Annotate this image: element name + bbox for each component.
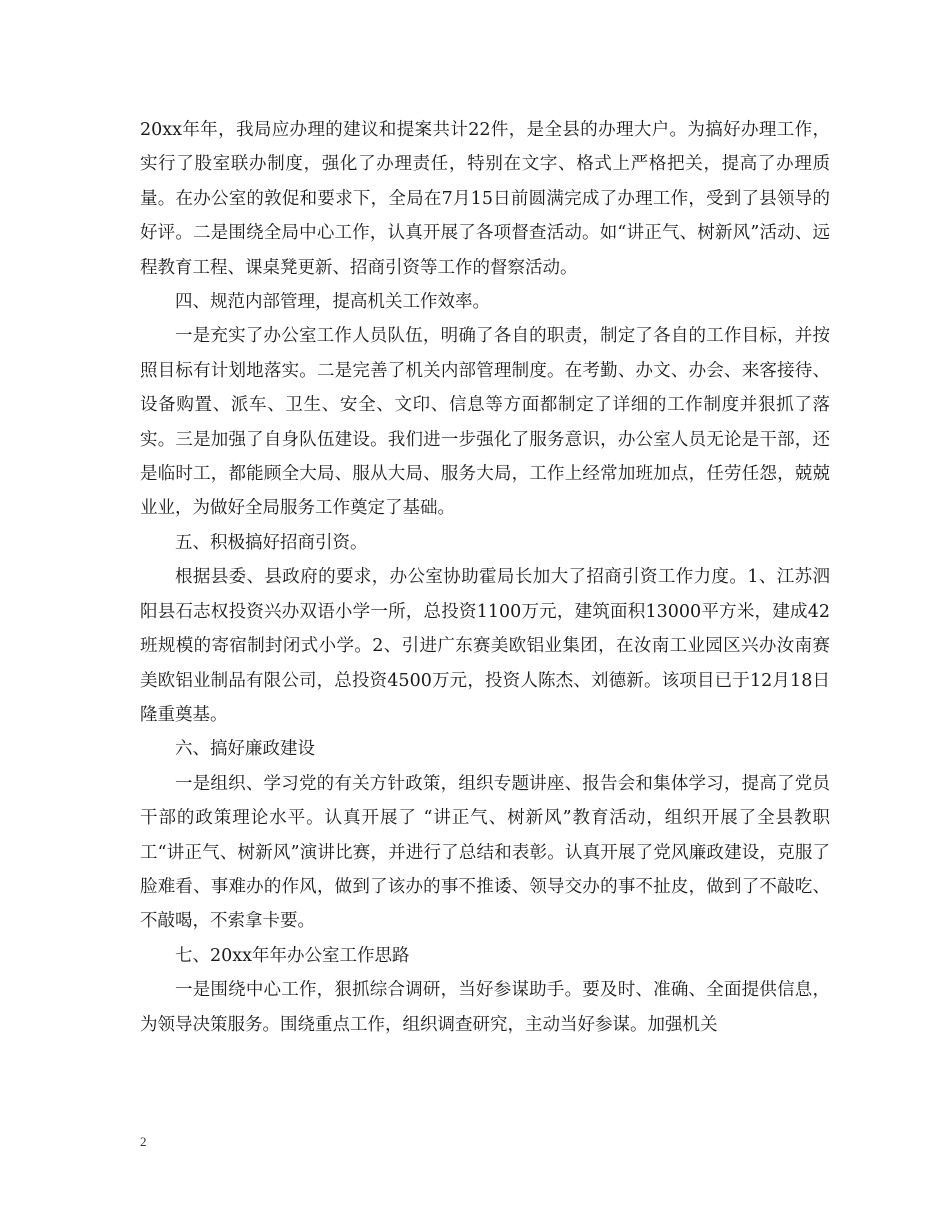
paragraph-section-6: 一是组织、学习党的有关方针政策，组织专题讲座、报告会和集体学习，提高了党员干部的政策理论水平。认真开展了 “讲正气、树新风”教育活动，组织开展了全县教职工“讲正气、树新风”演讲比赛，并进行了总结和表彰。认真开展了党风廉政建设，克服了脸难看、事难办的作风，做到了该办的事不推诿、领导交办的事不扯皮，做到了不敲吃、不敲喝，不索拿卡要。 [140,773,830,932]
document-body [140,113,830,1042]
paragraph-carryover: 20xx年年，我局应办理的建议和提案共计22件，是全县的办理大户。为搞好办理工作，实行了股室联办制度，强化了办理责任，特别在文字、格式上严格把关，提高了办理质量。在办公室的敦促和要求下，全局在7月15日前圆满完成了办理工作，受到了县领导的好评。二是围绕全局中心工作，认真开展了各项督查活动。如“讲正气、树新风”活动、远程教育工程、课桌凳更新、招商引资等工作的督察活动。 [140,120,830,278]
section-heading-6: 六、搞好廉政建设 [175,739,315,760]
paragraph-section-4: 一是充实了办公室工作人员队伍，明确了各自的职责，制定了各自的工作目标，并按照目标有计划地落实。二是完善了机关内部管理制度。在考勤、办文、办会、来客接待、设备购置、派车、卫生、安全、文印、信息等方面都制定了详细的工作制度并狠抓了落实。三是加强了自身队伍建设。我们进一步强化了服务意识，办公室人员无论是干部，还是临时工，都能顾全大局、服从大局、服务大局，工作上经常加班加点，任劳任怨，兢兢业业，为做好全局服务工作奠定了基础。 [140,326,830,519]
page-number: 2 [140,1134,147,1149]
section-heading-4: 四、规范内部管理，提高机关工作效率。 [175,292,490,313]
paragraph-section-5: 根据县委、县政府的要求，办公室协助霍局长加大了招商引资工作力度。1、江苏泗阳县石志权投资兴办双语小学一所，总投资1100万元，建筑面积13000平方米，建成42班规模的寄宿制封闭式小学。2、引进广东赛美欧铝业集团，在汝南工业园区兴办汝南赛美欧铝业制品有限公司，总投资4500万元，投资人陈杰、刘德新。该项目已于12月18日隆重奠基。 [140,567,830,725]
section-heading-7: 七、20xx年年办公室工作思路 [175,945,410,966]
paragraph-section-7: 一是围绕中心工作，狠抓综合调研，当好参谋助手。要及时、准确、全面提供信息，为领导决策服务。围绕重点工作，组织调查研究，主动当好参谋。加强机关 [140,980,830,1035]
section-heading-5: 五、积极搞好招商引资。 [175,532,368,553]
